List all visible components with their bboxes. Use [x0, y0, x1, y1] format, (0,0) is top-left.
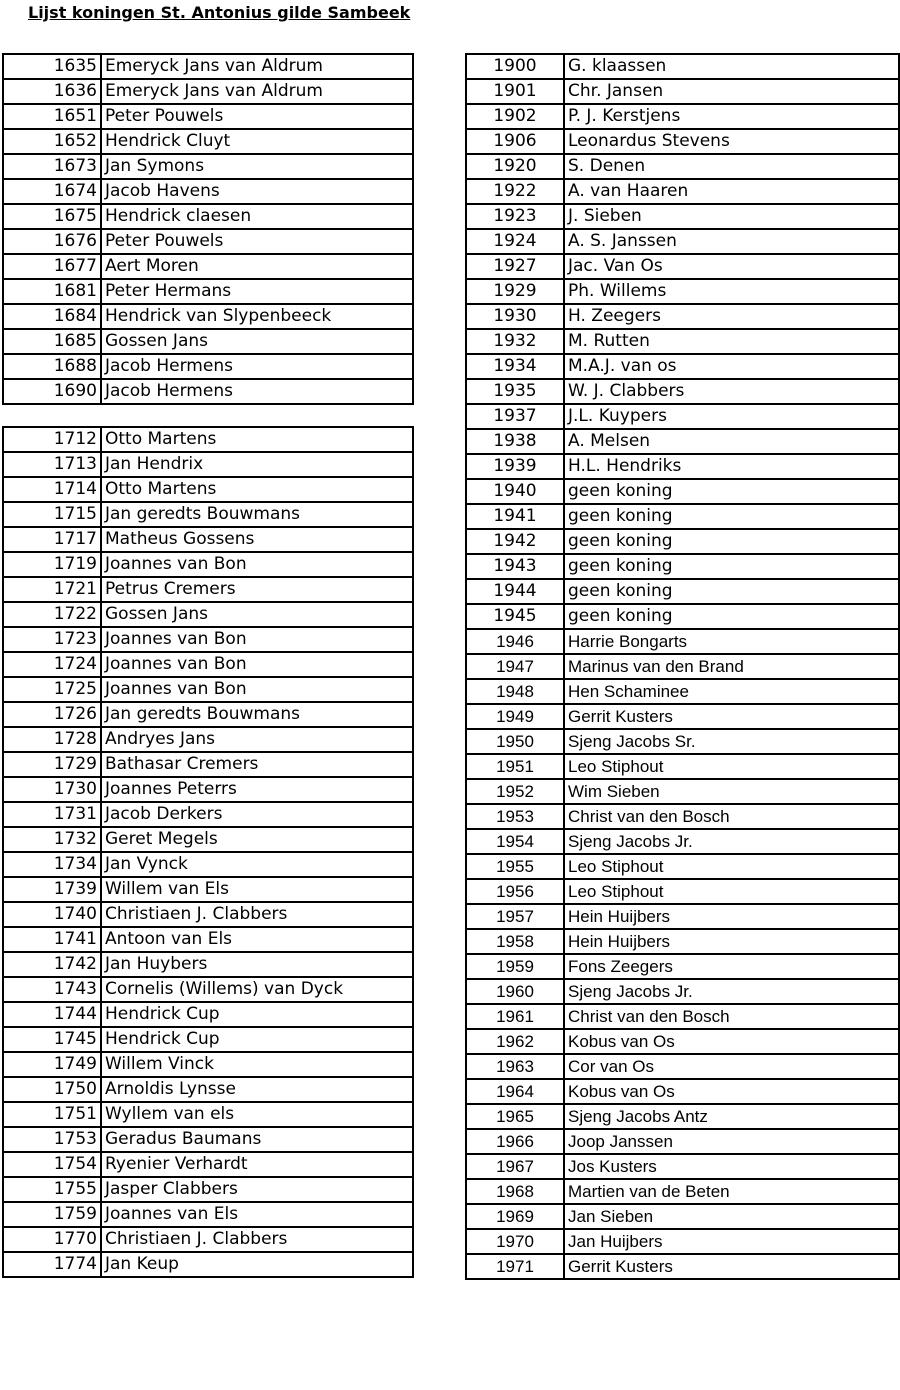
- year-cell: 1968: [466, 1179, 564, 1204]
- table-row: [3, 1127, 413, 1152]
- table-row: [3, 379, 413, 404]
- table-row: [3, 627, 413, 652]
- table-row: [3, 977, 413, 1002]
- king-name-cell: M. Rutten: [564, 329, 899, 354]
- king-name-cell: Jasper Clabbers: [101, 1177, 413, 1202]
- year-cell: 1732: [3, 827, 101, 852]
- table-row: [466, 79, 899, 104]
- king-name-cell: Christ van den Bosch: [564, 1004, 899, 1029]
- table-row: [466, 304, 899, 329]
- year-cell: 1924: [466, 229, 564, 254]
- king-name-cell: Gerrit Kusters: [564, 704, 899, 729]
- king-name-cell: Sjeng Jacobs Jr.: [564, 829, 899, 854]
- table-row: [466, 1129, 899, 1154]
- year-cell: 1676: [3, 229, 101, 254]
- table-row: [466, 829, 899, 854]
- table-row: [3, 602, 413, 627]
- table-row: [3, 852, 413, 877]
- table-row: [466, 729, 899, 754]
- king-name-cell: Jan Vynck: [101, 852, 413, 877]
- king-name-cell: Hendrick claesen: [101, 204, 413, 229]
- year-cell: 1948: [466, 679, 564, 704]
- table-row: [3, 1077, 413, 1102]
- king-name-cell: Joannes van Bon: [101, 652, 413, 677]
- table-row: [3, 179, 413, 204]
- table-row: [466, 929, 899, 954]
- table-row: [466, 604, 899, 629]
- year-cell: 1963: [466, 1054, 564, 1079]
- table-row: [3, 1227, 413, 1252]
- table-row: [3, 1102, 413, 1127]
- year-cell: 1681: [3, 279, 101, 304]
- king-name-cell: Cornelis (Willems) van Dyck: [101, 977, 413, 1002]
- king-name-cell: Christiaen J. Clabbers: [101, 1227, 413, 1252]
- table-row: [466, 254, 899, 279]
- table-row: [466, 1004, 899, 1029]
- table-row: [3, 154, 413, 179]
- year-cell: 1970: [466, 1229, 564, 1254]
- table-row: [466, 54, 899, 79]
- table-row: [3, 877, 413, 902]
- table-row: [3, 304, 413, 329]
- table-row: [3, 354, 413, 379]
- table-row: [466, 104, 899, 129]
- table-row: [466, 404, 899, 429]
- table-row: [3, 229, 413, 254]
- king-name-cell: Peter Pouwels: [101, 104, 413, 129]
- year-cell: 1717: [3, 527, 101, 552]
- year-cell: 1688: [3, 354, 101, 379]
- king-name-cell: Geradus Baumans: [101, 1127, 413, 1152]
- year-cell: 1740: [3, 902, 101, 927]
- year-cell: 1959: [466, 954, 564, 979]
- year-cell: 1956: [466, 879, 564, 904]
- table-row: [3, 54, 413, 79]
- table-row: [466, 229, 899, 254]
- table-row: [466, 279, 899, 304]
- king-name-cell: Sjeng Jacobs Sr.: [564, 729, 899, 754]
- king-name-cell: J. Sieben: [564, 204, 899, 229]
- year-cell: 1922: [466, 179, 564, 204]
- king-name-cell: Jan Huybers: [101, 952, 413, 977]
- king-name-cell: A. Melsen: [564, 429, 899, 454]
- king-name-cell: Jac. Van Os: [564, 254, 899, 279]
- year-cell: 1725: [3, 677, 101, 702]
- year-cell: 1906: [466, 129, 564, 154]
- year-cell: 1743: [3, 977, 101, 1002]
- king-name-cell: Chr. Jansen: [564, 79, 899, 104]
- year-cell: 1728: [3, 727, 101, 752]
- year-cell: 1651: [3, 104, 101, 129]
- king-name-cell: Geret Megels: [101, 827, 413, 852]
- table-row: [466, 754, 899, 779]
- year-cell: 1900: [466, 54, 564, 79]
- year-cell: 1964: [466, 1079, 564, 1104]
- year-cell: 1944: [466, 579, 564, 604]
- table-row: [466, 354, 899, 379]
- year-cell: 1685: [3, 329, 101, 354]
- table-row: [466, 554, 899, 579]
- king-name-cell: Emeryck Jans van Aldrum: [101, 54, 413, 79]
- table-row: [466, 1079, 899, 1104]
- year-cell: 1934: [466, 354, 564, 379]
- year-cell: 1937: [466, 404, 564, 429]
- year-cell: 1946: [466, 629, 564, 654]
- king-name-cell: Joannes Peterrs: [101, 777, 413, 802]
- year-cell: 1714: [3, 477, 101, 502]
- table-row: [466, 579, 899, 604]
- year-cell: 1955: [466, 854, 564, 879]
- king-name-cell: Hendrick Cup: [101, 1002, 413, 1027]
- year-cell: 1675: [3, 204, 101, 229]
- year-cell: 1754: [3, 1152, 101, 1177]
- table-row: [3, 677, 413, 702]
- table-row: [466, 504, 899, 529]
- year-cell: 1957: [466, 904, 564, 929]
- king-name-cell: Arnoldis Lynsse: [101, 1077, 413, 1102]
- king-name-cell: Sjeng Jacobs Antz: [564, 1104, 899, 1129]
- year-cell: 1929: [466, 279, 564, 304]
- year-cell: 1749: [3, 1052, 101, 1077]
- king-name-cell: Christ van den Bosch: [564, 804, 899, 829]
- page-title: Lijst koningen St. Antonius gilde Sambeek: [28, 3, 411, 22]
- table-row: [3, 1202, 413, 1227]
- king-name-cell: Jacob Derkers: [101, 802, 413, 827]
- table-row: [466, 1254, 899, 1279]
- table-row: [3, 204, 413, 229]
- year-cell: 1969: [466, 1204, 564, 1229]
- table-row: [3, 652, 413, 677]
- king-name-cell: Jacob Hermens: [101, 354, 413, 379]
- table-row: [3, 329, 413, 354]
- king-name-cell: Jan Hendrix: [101, 452, 413, 477]
- table-row: [466, 804, 899, 829]
- table-row: [466, 1054, 899, 1079]
- year-cell: 1770: [3, 1227, 101, 1252]
- table-row: [466, 1154, 899, 1179]
- table-row: [466, 954, 899, 979]
- year-cell: 1902: [466, 104, 564, 129]
- year-cell: 1953: [466, 804, 564, 829]
- king-name-cell: H. Zeegers: [564, 304, 899, 329]
- table-row: [3, 129, 413, 154]
- table-row: [3, 902, 413, 927]
- year-cell: 1962: [466, 1029, 564, 1054]
- year-cell: 1945: [466, 604, 564, 629]
- table-row: [3, 777, 413, 802]
- table-row: [466, 1104, 899, 1129]
- table-row: [3, 952, 413, 977]
- table-row: [466, 1229, 899, 1254]
- king-name-cell: Willem Vinck: [101, 1052, 413, 1077]
- year-cell: 1971: [466, 1254, 564, 1279]
- table-row: [3, 527, 413, 552]
- year-cell: 1730: [3, 777, 101, 802]
- king-name-cell: Jan Sieben: [564, 1204, 899, 1229]
- year-cell: 1939: [466, 454, 564, 479]
- table-row: [3, 1027, 413, 1052]
- king-name-cell: Andryes Jans: [101, 727, 413, 752]
- year-cell: 1935: [466, 379, 564, 404]
- year-cell: 1712: [3, 427, 101, 452]
- king-name-cell: G. klaassen: [564, 54, 899, 79]
- year-cell: 1635: [3, 54, 101, 79]
- year-cell: 1938: [466, 429, 564, 454]
- table-row: [466, 1029, 899, 1054]
- year-cell: 1713: [3, 452, 101, 477]
- king-name-cell: Wyllem van els: [101, 1102, 413, 1127]
- year-cell: 1967: [466, 1154, 564, 1179]
- table-row: [466, 854, 899, 879]
- year-cell: 1677: [3, 254, 101, 279]
- year-cell: 1943: [466, 554, 564, 579]
- year-cell: 1923: [466, 204, 564, 229]
- year-cell: 1942: [466, 529, 564, 554]
- king-name-cell: Willem van Els: [101, 877, 413, 902]
- king-name-cell: geen koning: [564, 479, 899, 504]
- king-name-cell: Matheus Gossens: [101, 527, 413, 552]
- table-row: [466, 204, 899, 229]
- table-row: [466, 654, 899, 679]
- table-row: [466, 1204, 899, 1229]
- table-row: [3, 702, 413, 727]
- year-cell: 1958: [466, 929, 564, 954]
- table-row: [3, 727, 413, 752]
- year-cell: 1952: [466, 779, 564, 804]
- king-name-cell: Antoon van Els: [101, 927, 413, 952]
- king-name-cell: geen koning: [564, 604, 899, 629]
- year-cell: 1684: [3, 304, 101, 329]
- king-name-cell: Harrie Bongarts: [564, 629, 899, 654]
- table-row: [3, 477, 413, 502]
- king-name-cell: Petrus Cremers: [101, 577, 413, 602]
- king-name-cell: Jan Symons: [101, 154, 413, 179]
- king-name-cell: Otto Martens: [101, 477, 413, 502]
- year-cell: 1960: [466, 979, 564, 1004]
- king-name-cell: Hein Huijbers: [564, 929, 899, 954]
- king-name-cell: P. J. Kerstjens: [564, 104, 899, 129]
- year-cell: 1722: [3, 602, 101, 627]
- year-cell: 1719: [3, 552, 101, 577]
- king-name-cell: Fons Zeegers: [564, 954, 899, 979]
- table-row: [466, 454, 899, 479]
- year-cell: 1753: [3, 1127, 101, 1152]
- king-name-cell: Joannes van Els: [101, 1202, 413, 1227]
- year-cell: 1652: [3, 129, 101, 154]
- kings-table-left: [2, 53, 414, 1278]
- year-cell: 1741: [3, 927, 101, 952]
- king-name-cell: Leonardus Stevens: [564, 129, 899, 154]
- year-cell: 1744: [3, 1002, 101, 1027]
- king-name-cell: S. Denen: [564, 154, 899, 179]
- year-cell: 1927: [466, 254, 564, 279]
- table-row: [466, 629, 899, 654]
- year-cell: 1901: [466, 79, 564, 104]
- king-name-cell: Hendrick Cup: [101, 1027, 413, 1052]
- year-cell: 1636: [3, 79, 101, 104]
- king-name-cell: Kobus van Os: [564, 1079, 899, 1104]
- year-cell: 1721: [3, 577, 101, 602]
- table-row: [466, 904, 899, 929]
- year-cell: 1674: [3, 179, 101, 204]
- king-name-cell: Gerrit Kusters: [564, 1254, 899, 1279]
- king-name-cell: M.A.J. van os: [564, 354, 899, 379]
- table-row: [3, 427, 413, 452]
- king-name-cell: A. van Haaren: [564, 179, 899, 204]
- year-cell: 1950: [466, 729, 564, 754]
- year-cell: 1729: [3, 752, 101, 777]
- king-name-cell: Joannes van Bon: [101, 552, 413, 577]
- king-name-cell: Aert Moren: [101, 254, 413, 279]
- year-cell: 1739: [3, 877, 101, 902]
- table-row: [3, 1252, 413, 1277]
- king-name-cell: Jan Keup: [101, 1252, 413, 1277]
- table-row: [3, 1052, 413, 1077]
- year-cell: 1930: [466, 304, 564, 329]
- year-cell: 1745: [3, 1027, 101, 1052]
- table-row: [466, 1179, 899, 1204]
- year-cell: 1949: [466, 704, 564, 729]
- king-name-cell: Peter Pouwels: [101, 229, 413, 254]
- table-row: [3, 502, 413, 527]
- king-name-cell: Leo Stiphout: [564, 854, 899, 879]
- king-name-cell: Leo Stiphout: [564, 754, 899, 779]
- king-name-cell: Jacob Havens: [101, 179, 413, 204]
- table-row: [3, 752, 413, 777]
- king-name-cell: Martien van de Beten: [564, 1179, 899, 1204]
- year-cell: 1966: [466, 1129, 564, 1154]
- year-cell: 1759: [3, 1202, 101, 1227]
- year-cell: 1774: [3, 1252, 101, 1277]
- year-cell: 1731: [3, 802, 101, 827]
- king-name-cell: Bathasar Cremers: [101, 752, 413, 777]
- year-cell: 1750: [3, 1077, 101, 1102]
- year-cell: 1726: [3, 702, 101, 727]
- king-name-cell: Ryenier Verhardt: [101, 1152, 413, 1177]
- king-name-cell: W. J. Clabbers: [564, 379, 899, 404]
- king-name-cell: A. S. Janssen: [564, 229, 899, 254]
- table-row: [466, 129, 899, 154]
- table-row: [466, 154, 899, 179]
- year-cell: 1947: [466, 654, 564, 679]
- king-name-cell: Christiaen J. Clabbers: [101, 902, 413, 927]
- table-row: [3, 1002, 413, 1027]
- king-name-cell: Hendrick van Slypenbeeck: [101, 304, 413, 329]
- king-name-cell: Marinus van den Brand: [564, 654, 899, 679]
- king-name-cell: Jan geredts Bouwmans: [101, 702, 413, 727]
- table-row: [3, 452, 413, 477]
- king-name-cell: Jan Huijbers: [564, 1229, 899, 1254]
- year-cell: 1723: [3, 627, 101, 652]
- table-row: [3, 802, 413, 827]
- king-name-cell: geen koning: [564, 579, 899, 604]
- year-cell: 1755: [3, 1177, 101, 1202]
- king-name-cell: Kobus van Os: [564, 1029, 899, 1054]
- table-row: [3, 552, 413, 577]
- table-row: [3, 827, 413, 852]
- year-cell: 1690: [3, 379, 101, 404]
- year-cell: 1742: [3, 952, 101, 977]
- spacer-cell: [3, 404, 101, 427]
- king-name-cell: Peter Hermans: [101, 279, 413, 304]
- table-row: [466, 704, 899, 729]
- table-row: [3, 1152, 413, 1177]
- table-row: [466, 529, 899, 554]
- king-name-cell: Gossen Jans: [101, 602, 413, 627]
- king-name-cell: Joop Janssen: [564, 1129, 899, 1154]
- year-cell: 1734: [3, 852, 101, 877]
- king-name-cell: Hendrick Cluyt: [101, 129, 413, 154]
- king-name-cell: Gossen Jans: [101, 329, 413, 354]
- year-cell: 1954: [466, 829, 564, 854]
- table-row: [3, 254, 413, 279]
- king-name-cell: Sjeng Jacobs Jr.: [564, 979, 899, 1004]
- king-name-cell: Joannes van Bon: [101, 677, 413, 702]
- year-cell: 1940: [466, 479, 564, 504]
- table-row: [466, 679, 899, 704]
- king-name-cell: Otto Martens: [101, 427, 413, 452]
- year-cell: 1932: [466, 329, 564, 354]
- king-name-cell: Leo Stiphout: [564, 879, 899, 904]
- table-row: [3, 1177, 413, 1202]
- year-cell: 1715: [3, 502, 101, 527]
- table-row: [466, 429, 899, 454]
- table-row: [466, 179, 899, 204]
- table-row: [466, 779, 899, 804]
- king-name-cell: J.L. Kuypers: [564, 404, 899, 429]
- king-name-cell: Emeryck Jans van Aldrum: [101, 79, 413, 104]
- king-name-cell: geen koning: [564, 554, 899, 579]
- king-name-cell: Hen Schaminee: [564, 679, 899, 704]
- table-row: [466, 879, 899, 904]
- year-cell: 1961: [466, 1004, 564, 1029]
- king-name-cell: Joannes van Bon: [101, 627, 413, 652]
- table-row: [466, 379, 899, 404]
- year-cell: 1673: [3, 154, 101, 179]
- king-name-cell: Wim Sieben: [564, 779, 899, 804]
- table-row: [3, 927, 413, 952]
- spacer-cell: [101, 404, 413, 427]
- table-row: [466, 979, 899, 1004]
- table-row: [3, 577, 413, 602]
- king-name-cell: Jos Kusters: [564, 1154, 899, 1179]
- year-cell: 1920: [466, 154, 564, 179]
- kings-table-right: [465, 53, 900, 1280]
- king-name-cell: geen koning: [564, 504, 899, 529]
- table-row: [466, 479, 899, 504]
- king-name-cell: geen koning: [564, 529, 899, 554]
- year-cell: 1751: [3, 1102, 101, 1127]
- table-row: [3, 79, 413, 104]
- king-name-cell: Cor van Os: [564, 1054, 899, 1079]
- king-name-cell: Jan geredts Bouwmans: [101, 502, 413, 527]
- table-spacer-row: [3, 404, 413, 427]
- king-name-cell: Ph. Willems: [564, 279, 899, 304]
- king-name-cell: Hein Huijbers: [564, 904, 899, 929]
- table-row: [466, 329, 899, 354]
- king-name-cell: H.L. Hendriks: [564, 454, 899, 479]
- table-row: [3, 104, 413, 129]
- table-row: [3, 279, 413, 304]
- year-cell: 1965: [466, 1104, 564, 1129]
- year-cell: 1951: [466, 754, 564, 779]
- year-cell: 1941: [466, 504, 564, 529]
- year-cell: 1724: [3, 652, 101, 677]
- king-name-cell: Jacob Hermens: [101, 379, 413, 404]
